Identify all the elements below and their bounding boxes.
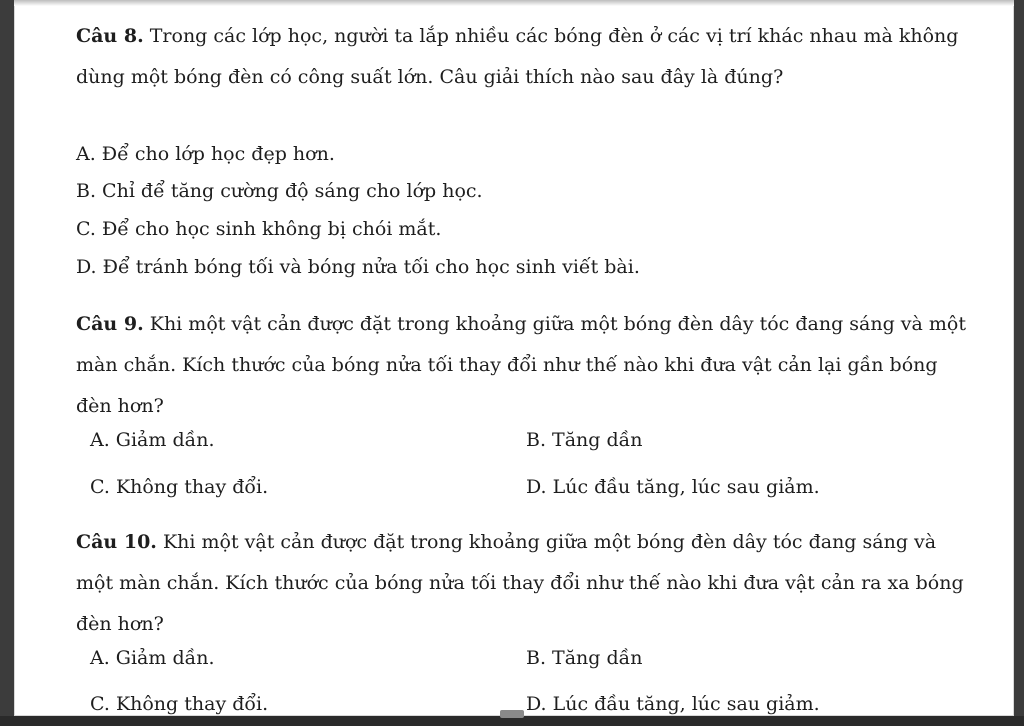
top-edge: [14, 0, 1014, 6]
question-9: [76, 304, 966, 427]
question-8: [76, 16, 966, 98]
question-8-option-a: A. Để cho lớp học đẹp hơn.: [76, 143, 335, 165]
question-9-option-d: D. Lúc đầu tăng, lúc sau giảm.: [526, 476, 820, 498]
question-10-option-d: D. Lúc đầu tăng, lúc sau giảm.: [526, 693, 820, 715]
question-10-text: Khi một vật cản được đặt trong khoảng giữa một bóng đèn dây tóc đang sáng và một màn chắn. Kích thước của bóng nửa tối thay đổi như thế nào khi đưa vật cản ra xa bóng đèn hơn?: [76, 531, 964, 635]
question-10-option-a: A. Giảm dần.: [90, 647, 215, 669]
question-9-label: Câu 9.: [76, 313, 144, 335]
question-8-label: Câu 8.: [76, 25, 144, 47]
question-10-label: Câu 10.: [76, 531, 157, 553]
question-9-text: Khi một vật cản được đặt trong khoảng giữa một bóng đèn dây tóc đang sáng và một màn chắn. Kích thước của bóng nửa tối thay đổi như thế nào khi đưa vật cản lại gần bóng đèn hơn?: [76, 313, 966, 417]
question-9-option-b: B. Tăng dần: [526, 429, 643, 451]
question-8-option-b: B. Chỉ để tăng cường độ sáng cho lớp học.: [76, 180, 483, 202]
question-8-option-c: C. Để cho học sinh không bị chói mắt.: [76, 218, 442, 240]
question-10-option-c: C. Không thay đổi.: [90, 693, 269, 715]
question-9-option-c: C. Không thay đổi.: [90, 476, 269, 498]
question-8-option-d: D. Để tránh bóng tối và bóng nửa tối cho học sinh viết bài.: [76, 256, 640, 278]
question-10-option-b: B. Tăng dần: [526, 647, 643, 669]
question-8-text: Trong các lớp học, người ta lắp nhiều các bóng đèn ở các vị trí khác nhau mà không dùng một bóng đèn có công suất lớn. Câu giải thích nào sau đây là đúng?: [76, 25, 959, 88]
document-page: [14, 0, 1014, 716]
scroll-grip[interactable]: [500, 710, 524, 718]
question-9-option-a: A. Giảm dần.: [90, 429, 215, 451]
question-10: [76, 522, 966, 645]
